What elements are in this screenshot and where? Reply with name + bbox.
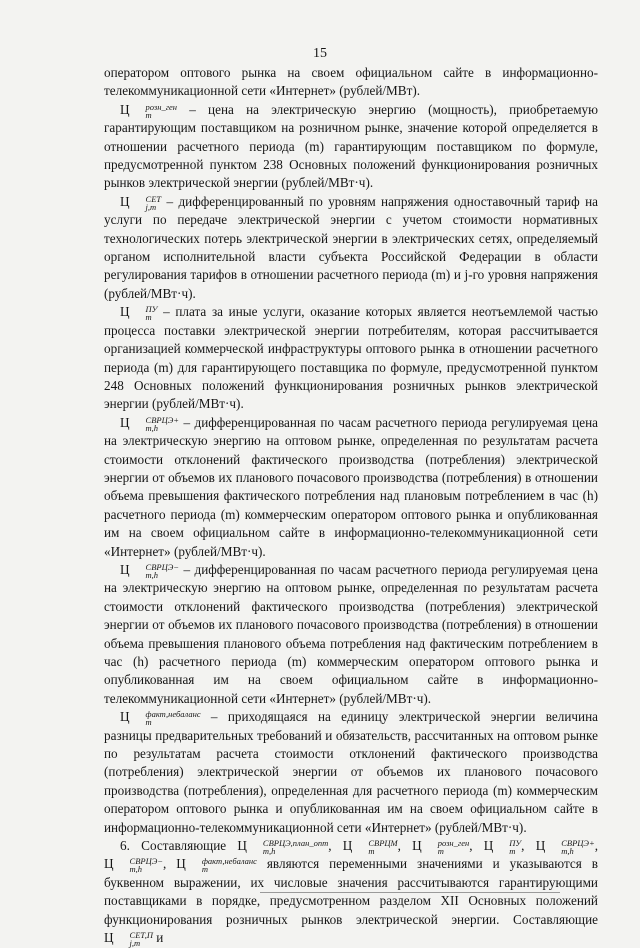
paragraph-section-6: 6. Составляющие Ц СВРЦЭ,план_опт m,h , Ц СВРЦМ m , Ц розн_ген m , Ц ПУ m , Ц СВРЦЭ+ m,h , Ц СВРЦЭ− m,h , Ц факт,небаланс m являются переменными значениями и указываются в буквенном выражении, их числовые значения рассчитываются гарантирующими поставщиками в порядке, предусмотренном разделом XII Основных положений функционирования розничных рынков электрической энергии. Составляющие Ц СЕТ,П j,m и bbox=[104, 838, 599, 948]
paragraph-text: – плата за иные услуги, оказание которых является неотъемлемой частью процесса поставки электрической энергии потребителям, которая рассчитывается организацией коммерческой инфраструктуры оптового рынка в отношении расчетного периода (m) для гарантирующего поставщика по формуле, предусмотренной пунктом 248 Основных положений функционирования розничных рынков электрической энергии (рублей/МВт·ч). bbox=[104, 304, 598, 412]
paragraph-text: 6. Составляющие bbox=[120, 838, 238, 854]
formula-symbol: Ц СВРЦЭ,план_опт m,h bbox=[237, 838, 329, 857]
paragraph bbox=[104, 561, 598, 708]
page-bottom-rule bbox=[260, 892, 560, 893]
paragraph-text: – цена на электрическую энергию (мощность), приобретаемую гарантирующим поставщиком на розничном рынке, значение которой определяется в отношении расчетного периода (m) гарантирующим поставщиком по формуле, предусмотренной пунктом 238 Основных положений функционирования розничных рынков электрической энергии (рублей/МВт·ч). bbox=[104, 101, 598, 191]
document-body bbox=[104, 64, 598, 948]
formula-symbol: Ц ПУ m bbox=[120, 304, 158, 323]
paragraph bbox=[104, 101, 598, 193]
formula-symbol: Ц факт,небаланс m bbox=[176, 856, 257, 875]
paragraph bbox=[104, 64, 598, 101]
paragraph-text: – приходящаяся на единицу электрической энергии величина разницы предварительных требований и обязательств, рассчитанных на оптовом рынке по результатам расчета стоимости отклонений фактического производства (потребления) электрической энергии от объемов их планового почасового производства (потребления), определенная для расчетного периода (m) коммерческим оператором оптового рынка и опубликованная им на своем официальном сайте в информационно-телекоммуникационной сети «Интернет» (рублей/МВт·ч). bbox=[104, 709, 598, 835]
formula-symbol: Ц СВРЦЭ− m,h bbox=[120, 561, 180, 580]
paragraph bbox=[104, 303, 598, 413]
paragraph-text: – дифференцированная по часам расчетного периода регулируемая цена на электрическую энергию на оптовом рынке, определенная по результатам расчета стоимости отклонений фактического производства (потребления) электрической энергии от объемов их планового почасового производства (потребления) в отношении объема превышения фактического потребления над плановым потреблением в час (h) расчетного периода (m) коммерческим оператором оптового рынка и опубликованная им на своем официальном сайте в информационно-телекоммуникационной сети «Интернет» (рублей/МВт·ч). bbox=[104, 414, 598, 559]
formula-symbol: Ц ПУ m bbox=[483, 838, 522, 857]
page-number: 15 bbox=[313, 46, 327, 61]
formula-symbol: Ц СЕТ,П j,m bbox=[104, 930, 153, 948]
formula-symbol: Ц СВРЦЭ+ m,h bbox=[120, 414, 180, 433]
paragraph-text: и bbox=[152, 930, 164, 946]
formula-symbol: Ц розн_ген m bbox=[120, 101, 178, 120]
paragraph-text: – дифференцированная по часам расчетного периода регулируемая цена на электрическую энергию на оптовом рынке, определенная по результатам расчета стоимости отклонений фактического производства (потребления) электрической энергии от объемов их планового почасового производства (потребления) в отношении объема превышения планового объема потребления над фактическим потреблением в час (h) расчетного периода (m) коммерческим оператором оптового рынка и опубликованная им на своем официальном сайте в информационно-телекоммуникационной сети «Интернет» (рублей/МВт·ч). bbox=[104, 561, 598, 706]
formula-symbol: Ц СВРЦЭ− m,h bbox=[104, 856, 164, 875]
paragraph-text: – дифференцированный по уровням напряжения одноставочный тариф на услуги по передаче электрической энергии с учетом стоимости нормативных технологических потерь электрической энергии в электрических сетях, определяемый органом исполнительной власти субъекта Российской Федерации в области регулирования тарифов в отношении расчетного периода (m) и j-го уровня напряжения (рублей/МВт·ч). bbox=[104, 193, 598, 301]
formula-symbol: Ц СВРЦМ m bbox=[342, 838, 398, 857]
paragraph bbox=[104, 193, 598, 303]
paragraph-text: являются переменными значениями и указываются в буквенном выражении, их числовые значения рассчитываются гарантирующими поставщиками в порядке, предусмотренном разделом XII Основных положений функционирования розничных рынков электрической энергии. Составляющие bbox=[104, 856, 598, 927]
paragraph-text: оператором оптового рынка на своем официальном сайте в информационно-телекоммуникационной сети «Интернет» (рублей/МВт). bbox=[104, 65, 598, 99]
paragraph bbox=[104, 708, 598, 837]
formula-symbol: Ц СВРЦЭ+ m,h bbox=[535, 838, 595, 857]
formula-symbol: Ц розн_ген m bbox=[412, 838, 470, 857]
formula-symbol: Ц факт,небаланс m bbox=[120, 709, 201, 728]
paragraph bbox=[104, 414, 598, 561]
formula-symbol: Ц СЕТ j,m bbox=[120, 193, 162, 212]
